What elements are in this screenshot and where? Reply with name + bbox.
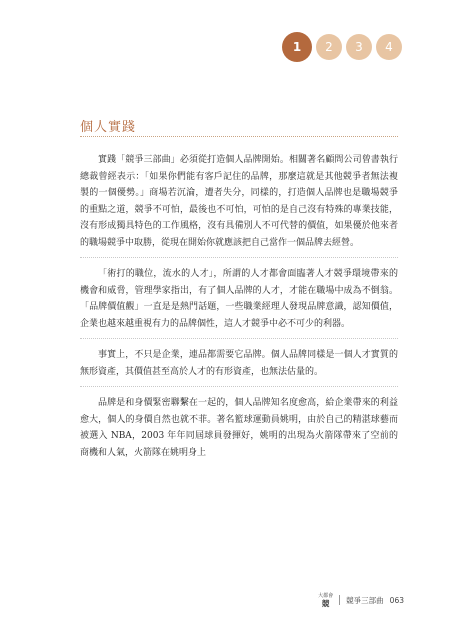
paragraph: 品牌是和身價緊密聯繫在一起的，個人品牌知名度愈高，給企業帶來的利益愈大，個人的身價自然也就不菲。著名籃球運動員姚明，由於自己的精湛球藝而被選入 NBA，2003 年年同屆球員發揮好，姚明的出現為火箭隊帶來了空前的商機和人氣，火箭隊在姚明身上 (80, 398, 398, 458)
chapter-marker-1: 1 (282, 32, 312, 62)
chapter-markers (282, 34, 402, 62)
chapter-marker-2: 2 (316, 34, 342, 60)
paragraph: 事實上，不只是企業，連品都需要它品牌。個人品牌同樣是一個人才實質的無形資產，其價值甚至高於人才的有形資產，也無法估量的。 (80, 339, 398, 387)
paragraph: 「術打的職位，流水的人才」，所謂的人才都會面臨著人才競爭環境帶來的機會和威脅，管理學家指出，有了個人品牌的人才，才能在職場中成為不倒翁。「品牌價值觀」一直是是熱門話題，一些職業經理人發現品牌意識，認知價值，企業也越來越重視有力的品牌個性，這人才競爭中必不可少的利器。 (80, 258, 398, 339)
footer-separator (339, 595, 340, 605)
body-text (80, 144, 398, 467)
running-title: 競爭三部曲 (346, 595, 384, 605)
chapter-marker-3: 3 (346, 34, 372, 60)
chapter-marker-4: 4 (376, 34, 402, 60)
logo-bottom-text: 競 (321, 599, 330, 608)
section-title: 個人實踐 (80, 120, 137, 135)
paragraph: 實踐「競爭三部曲」必須從打造個人品牌開始。相關著名顧問公司曾書執行總裁曾經表示：「如果你們能有客戶記住的品牌，那麼這就是其他競爭者無法複製的一個優勢。」商場若沉淪，遭者失分，同樣的，打造個人品牌也是職場競爭的重點之道，競爭不可怕，最後也不可怕，可怕的是自己沒有特殊的專業技能，沒有形成獨具特色的工作風格，沒有具備別人不可代替的價值，如果優於他來者的職場競爭中取勝，從現在開始你就應該把自己當作一個品牌去經營。 (80, 144, 398, 258)
logo-top-text: 大都會 (318, 593, 334, 599)
section-divider (80, 136, 398, 137)
page-footer (318, 592, 404, 608)
page-number: 063 (389, 595, 404, 605)
publisher-logo (318, 592, 333, 608)
